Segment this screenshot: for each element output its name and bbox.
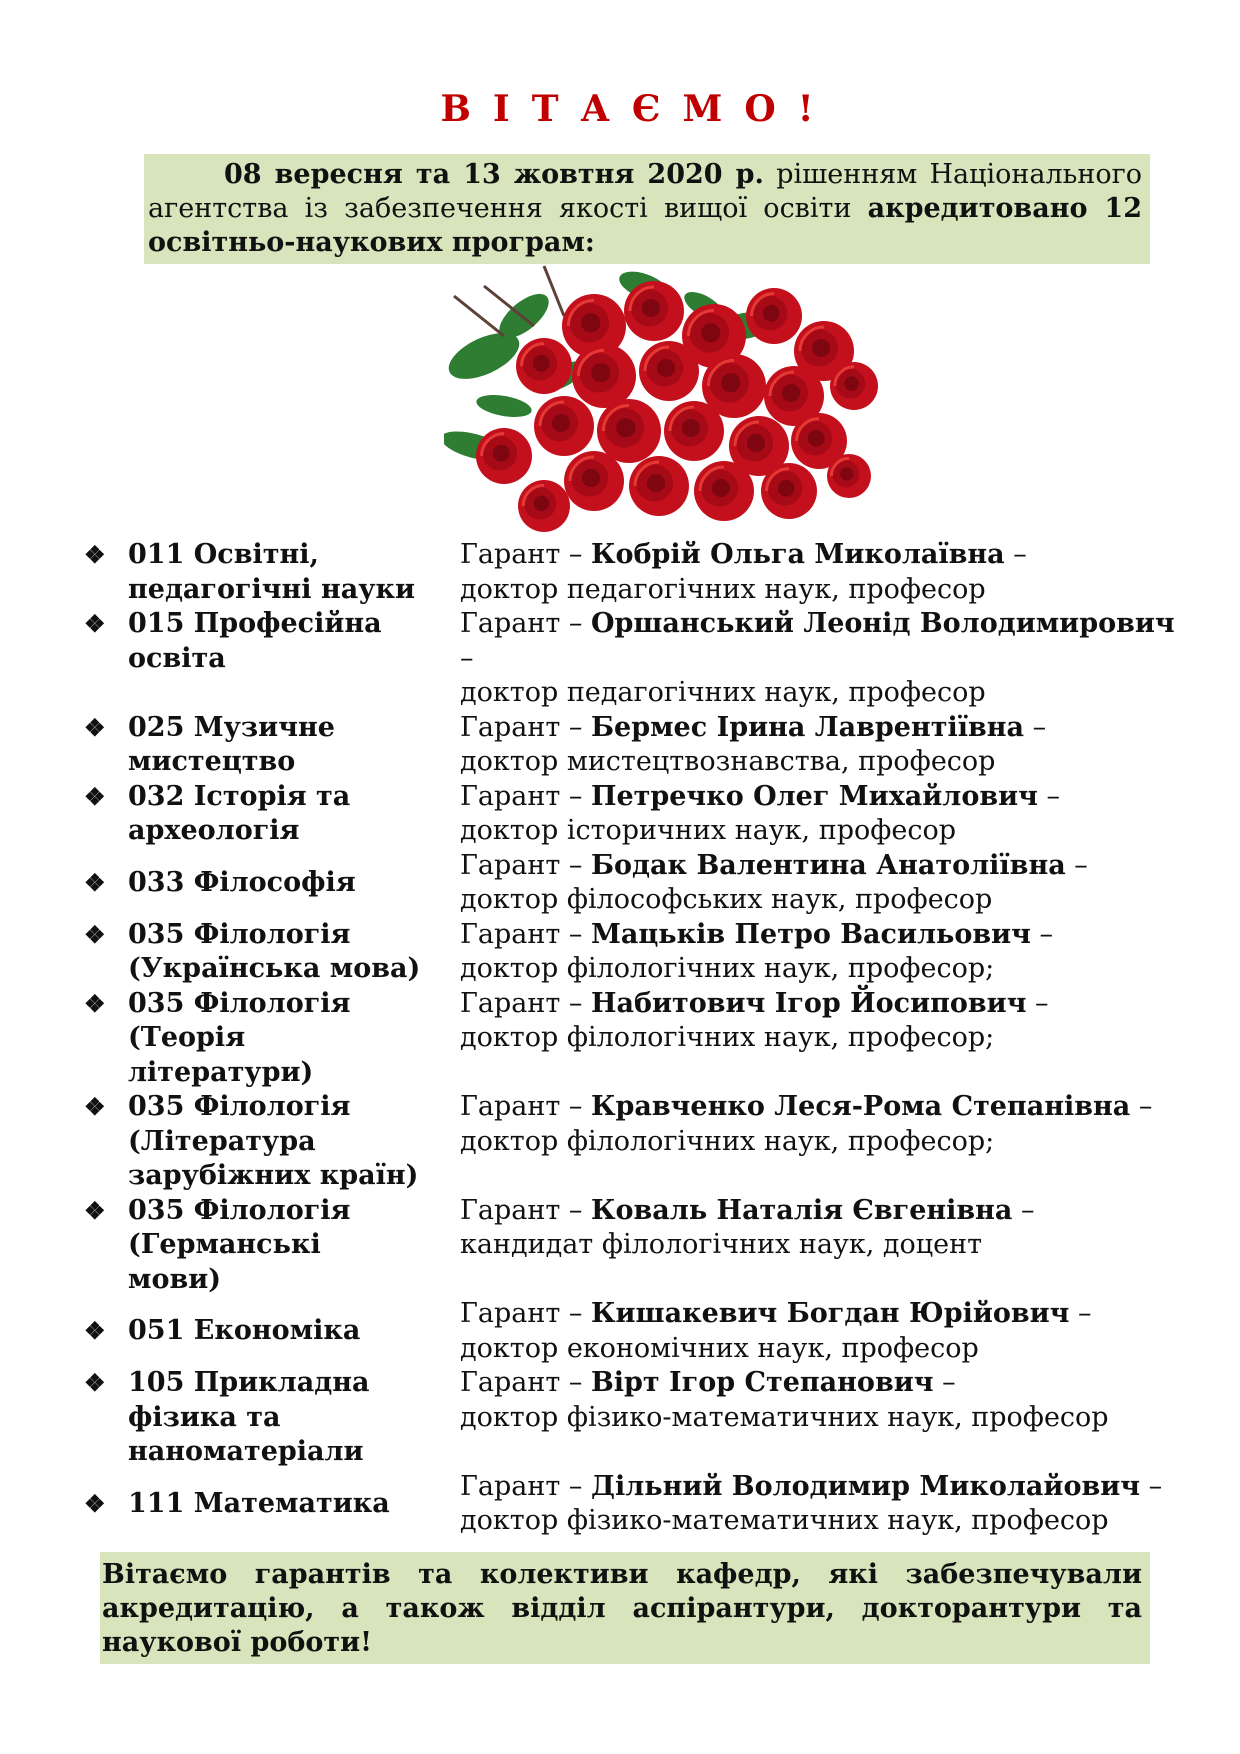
specialty-label: 011 Освітні, педагогічні науки <box>128 539 416 605</box>
specialty-label: 105 Прикладна фізика та наноматеріали <box>128 1367 370 1467</box>
roses-bouquet-image <box>444 256 900 538</box>
guarantor-degree: доктор фізико-математичних наук, професор <box>460 1401 1109 1433</box>
diamond-bullet-icon: ❖ <box>84 867 106 897</box>
guarantor-degree: кандидат філологічних наук, доцент <box>460 1229 983 1260</box>
program-row <box>84 1366 1184 1470</box>
guarantor-name: Бермес Ірина Лаврентіївна <box>590 711 1024 743</box>
program-row <box>84 711 1184 780</box>
specialty-label: 051 Економіка <box>128 1315 361 1347</box>
guarantor-name: Петречко Олег Михайлович <box>590 780 1038 812</box>
guarantor-label: Гарант <box>460 608 561 639</box>
guarantor-name: Кишакевич Богдан Юрійович <box>590 1298 1070 1329</box>
diamond-bullet-icon: ❖ <box>84 781 106 811</box>
rose-bloom <box>534 396 594 456</box>
rose-bloom <box>664 401 724 461</box>
guarantor-info: Гарант – Набитович Ігор Йосипович – доктор філологічних наук, професор; <box>460 987 1049 1053</box>
diamond-bullet-icon: ❖ <box>84 540 106 569</box>
guarantor-info: Гарант – Кишакевич Богдан Юрійович – доктор економічних наук, професор <box>460 1298 1092 1364</box>
diamond-bullet-icon: ❖ <box>84 1316 106 1346</box>
program-row <box>84 607 1184 711</box>
program-row <box>84 1090 1184 1194</box>
guarantor-name: Дільний Володимир Миколайович <box>590 1470 1140 1502</box>
specialty-label: 035 Філологія (Теорія літератури) <box>128 987 351 1088</box>
guarantor-degree: доктор фізико-математичних наук, професор <box>460 1505 1109 1536</box>
guarantor-degree: доктор педагогічних наук, професор <box>460 677 986 708</box>
program-row <box>84 780 1184 849</box>
guarantor-label: Гарант <box>460 1367 561 1398</box>
specialty-label: 111 Математика <box>128 1487 390 1519</box>
guarantor-degree: доктор філологічних наук, професор; <box>460 953 995 984</box>
guarantor-degree: доктор мистецтвознавства, професор <box>460 746 996 777</box>
program-row <box>84 1194 1184 1298</box>
guarantor-label: Гарант <box>460 1194 561 1226</box>
guarantor-name: Бодак Валентина Анатоліївна <box>590 849 1066 881</box>
guarantor-name: Вірт Ігор Степанович <box>590 1367 934 1398</box>
specialty-label: 035 Філологія (Українська мова) <box>128 918 421 984</box>
diamond-bullet-icon: ❖ <box>84 919 106 949</box>
specialty-label: 035 Філологія (Германські мови) <box>128 1194 351 1295</box>
program-specialty <box>84 1314 460 1349</box>
intro-text: рішенням Національного агентства із забезпечення якості вищої освіти <box>148 159 1142 224</box>
diamond-bullet-icon: ❖ <box>84 988 106 1018</box>
rose-bloom <box>518 480 570 532</box>
specialty-label: 015 Професійна освіта <box>128 608 382 674</box>
guarantor-label: Гарант <box>460 539 561 570</box>
guarantor-label: Гарант <box>460 1470 561 1502</box>
guarantor-name: Набитович Ігор Йосипович <box>590 987 1027 1019</box>
diamond-bullet-icon: ❖ <box>84 609 106 638</box>
guarantor-label: Гарант <box>460 1298 561 1329</box>
guarantor-name: Оршанський Леонід Володимирович <box>590 608 1175 639</box>
diamond-bullet-icon: ❖ <box>84 1195 106 1225</box>
program-specialty <box>84 987 460 1091</box>
rose-bloom <box>830 362 878 410</box>
diamond-bullet-icon: ❖ <box>84 1488 106 1518</box>
diamond-bullet-icon: ❖ <box>84 712 106 742</box>
intro-paragraph <box>144 154 1150 264</box>
program-specialty <box>84 918 460 987</box>
rose-bloom <box>597 399 661 463</box>
diamond-bullet-icon: ❖ <box>84 1368 106 1397</box>
rose-bloom <box>827 454 871 498</box>
guarantor-label: Гарант <box>460 987 561 1019</box>
program-list <box>84 538 1184 1539</box>
specialty-label: 035 Філологія (Література зарубіжних країн) <box>128 1091 419 1191</box>
page-title: ВІТАЄМО! <box>440 88 836 130</box>
guarantor-info: Гарант – Коваль Наталія Євгенівна – кандидат філологічних наук, доцент <box>460 1194 1035 1260</box>
guarantor-name: Коваль Наталія Євгенівна <box>590 1194 1013 1226</box>
program-row <box>84 538 1184 607</box>
rose-bloom <box>516 338 572 394</box>
program-specialty <box>84 866 460 901</box>
program-specialty <box>84 711 460 780</box>
rose-bloom <box>746 288 802 344</box>
guarantor-info: Гарант – Петречко Олег Михайлович – доктор історичних наук, професор <box>460 780 1060 846</box>
program-row <box>84 987 1184 1091</box>
guarantor-degree: доктор філософських наук, професор <box>460 884 993 915</box>
rose-bloom <box>761 463 817 519</box>
guarantor-label: Гарант <box>460 918 561 950</box>
guarantor-name: Мацьків Петро Васильович <box>590 918 1031 950</box>
rose-bloom <box>639 341 699 401</box>
rose-bloom <box>564 451 624 511</box>
intro-accredited: акредитовано 12 освітньо-наукових програм: <box>148 193 1143 258</box>
guarantor-degree: доктор історичних наук, професор <box>460 815 957 846</box>
guarantor-info: Гарант – Оршанський Леонід Володимирович – доктор педагогічних наук, професор <box>460 608 1175 708</box>
guarantor-degree: доктор економічних наук, професор <box>460 1332 979 1364</box>
guarantor-info: Гарант – Кравченко Леся-Рома Степанівна – доктор філологічних наук, професор; <box>460 1091 1153 1157</box>
guarantor-label: Гарант <box>460 711 561 743</box>
guarantor-info: Гарант – Мацьків Петро Васильович – доктор філологічних наук, професор; <box>460 918 1054 984</box>
guarantor-info: Гарант – Дільний Володимир Миколайович – доктор фізико-математичних наук, професор <box>460 1470 1163 1536</box>
program-row <box>84 918 1184 987</box>
specialty-label: 032 Історія та археологія <box>128 780 351 846</box>
program-specialty <box>84 1366 460 1470</box>
program-specialty <box>84 1090 460 1194</box>
guarantor-info: Гарант – Кобрій Ольга Миколаївна – доктор педагогічних наук, професор <box>460 539 1027 605</box>
diamond-bullet-icon: ❖ <box>84 1092 106 1121</box>
guarantor-info: Гарант – Бермес Ірина Лаврентіївна – доктор мистецтвознавства, професор <box>460 711 1047 777</box>
program-specialty <box>84 538 460 607</box>
rose-bloom <box>572 344 636 408</box>
closing-message: Вітаємо гарантів та колективи кафедр, які забезпечували акредитацію, а також відділ аспірантури, докторантури та наукової роботи! <box>100 1552 1150 1664</box>
rose-bloom <box>476 428 532 484</box>
rose-bloom <box>624 281 684 341</box>
program-row <box>84 849 1184 918</box>
rose-bloom <box>694 461 754 521</box>
program-specialty <box>84 1194 460 1298</box>
guarantor-info: Гарант – Вірт Ігор Степанович – доктор фізико-математичних наук, професор <box>460 1367 1109 1433</box>
intro-date: 08 вересня та 13 жовтня 2020 р. <box>224 159 764 190</box>
guarantor-degree: доктор педагогічних наук, професор <box>460 573 986 605</box>
guarantor-label: Гарант <box>460 1091 561 1122</box>
guarantor-info: Гарант – Бодак Валентина Анатоліївна – доктор філософських наук, професор <box>460 849 1088 915</box>
guarantor-label: Гарант <box>460 849 561 881</box>
program-specialty <box>84 607 460 676</box>
specialty-label: 033 Філософія <box>128 866 356 898</box>
guarantor-degree: доктор філологічних наук, професор; <box>460 1125 995 1157</box>
guarantor-label: Гарант <box>460 780 561 812</box>
program-row <box>84 1470 1184 1539</box>
program-row <box>84 1297 1184 1366</box>
specialty-label: 025 Музичне мистецтво <box>128 711 335 777</box>
guarantor-name: Кобрій Ольга Миколаївна <box>590 539 1005 570</box>
program-specialty <box>84 780 460 849</box>
guarantor-name: Кравченко Леся-Рома Степанівна <box>590 1091 1131 1122</box>
rose-bloom <box>629 456 689 516</box>
guarantor-degree: доктор філологічних наук, професор; <box>460 1022 995 1053</box>
program-specialty <box>84 1487 460 1522</box>
